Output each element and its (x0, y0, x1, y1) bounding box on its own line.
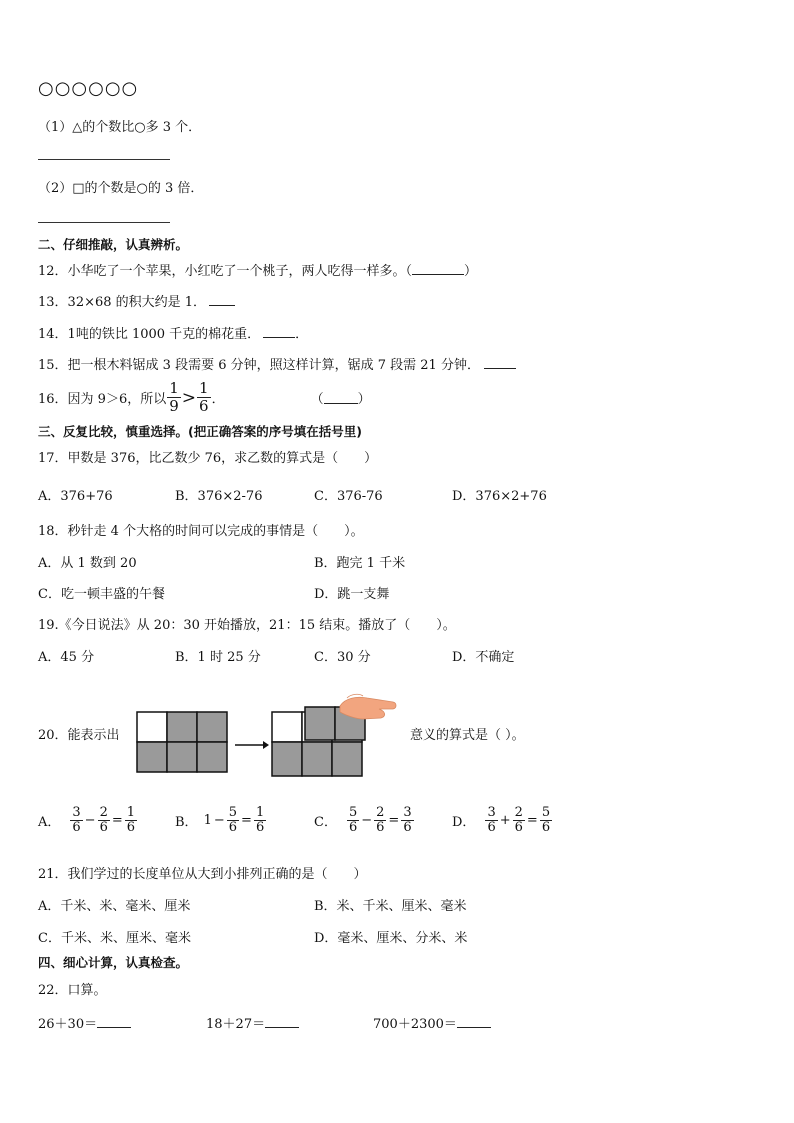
equals-sign: = (388, 813, 400, 828)
q22-item-3-blank[interactable] (457, 1015, 491, 1028)
q18-option-b[interactable]: B．跑完 1 千米 (314, 556, 406, 571)
q22-item-1 (38, 1013, 131, 1032)
q22-item-3 (373, 1013, 491, 1032)
sub-question-2: （2）□的个数是○的 3 倍． (38, 181, 204, 196)
q12-blank[interactable] (412, 262, 464, 275)
q20-b-frac-1 (227, 806, 239, 835)
frac-num: 1 (126, 805, 136, 820)
q21-option-c[interactable]: C．千米、米、厘米、毫米 (38, 931, 191, 946)
q19-option-a[interactable]: A．45 分 (38, 650, 95, 665)
frac-den: 6 (255, 820, 265, 835)
q22-item-1-blank[interactable] (97, 1015, 131, 1028)
frac-num: 2 (99, 805, 108, 820)
q22-item-2-text: 18＋27＝ (206, 1017, 266, 1032)
q22-item-1-text: 26＋30＝ (38, 1017, 98, 1032)
equals-sign: = (526, 813, 538, 828)
q16-blank[interactable] (324, 391, 358, 404)
q20-a-frac-3 (125, 806, 137, 835)
q12-text: 12．小华吃了一个苹果，小红吃了一个桃子，两人吃得一样多。（ (38, 264, 413, 279)
frac-num: 1 (255, 805, 265, 820)
q20-c-label: C． (314, 815, 337, 830)
q14-blank[interactable] (263, 325, 295, 338)
frac-den: 6 (72, 820, 81, 835)
frac-num: 5 (348, 805, 358, 820)
q16-text: 16．因为 9＞6，所以 (38, 392, 167, 407)
frac-num: 3 (403, 805, 412, 820)
minus-sign: − (361, 813, 373, 828)
q16-dot: ． (211, 392, 225, 407)
question-12 (38, 260, 477, 279)
q17-option-d[interactable]: D．376×2+76 (452, 489, 547, 504)
frac-den: 6 (403, 820, 412, 835)
q20-option-a[interactable] (38, 806, 138, 835)
q20-b-frac-2 (254, 806, 266, 835)
q13-text: 13．32×68 的积大约是 1． (38, 295, 207, 310)
section-2-heading: 二、仔细推敲，认真辨析。 (38, 237, 189, 252)
q20-c-frac-1 (347, 806, 359, 835)
q14-end: ． (295, 327, 309, 342)
frac-den: 6 (99, 820, 108, 835)
q16-f2-den: 6 (199, 397, 209, 415)
frac-num: 3 (487, 805, 496, 820)
q20-text-pre: 20．能表示出 (38, 728, 120, 743)
q20-option-c[interactable] (314, 806, 415, 835)
q14-text: 14．1吨的铁比 1000 千克的棉花重． (38, 327, 261, 342)
circles-row: ○○○○○○ (38, 78, 139, 99)
frac-den: 6 (541, 820, 551, 835)
q19-option-d[interactable]: D．不确定 (452, 650, 515, 665)
question-14 (38, 323, 308, 342)
q20-c-frac-3 (401, 806, 413, 835)
answer-line-1 (38, 159, 170, 160)
q20-text-post: 意义的算式是（ ）。 (410, 728, 525, 743)
q22-item-2 (206, 1013, 299, 1032)
q17-option-c[interactable]: C．376-76 (314, 489, 383, 504)
frac-den: 6 (228, 820, 238, 835)
hand-icon (340, 694, 396, 719)
q15-text: 15．把一根木料锯成 3 段需要 6 分钟，照这样计算，锯成 7 段需 21 分钟． (38, 358, 480, 373)
section-4-heading: 四、细心计算，认真检查。 (38, 955, 189, 970)
q20-figure (135, 692, 405, 782)
q20-option-d[interactable] (452, 806, 553, 835)
frac-den: 6 (376, 820, 385, 835)
q21-option-b[interactable]: B．米、千米、厘米、毫米 (314, 899, 467, 914)
q16-f1-num: 1 (169, 379, 179, 397)
question-13 (38, 291, 235, 310)
q18-option-d[interactable]: D．跳一支舞 (314, 587, 390, 602)
q19-option-b[interactable]: B．1 时 25 分 (175, 650, 261, 665)
q19-option-c[interactable]: C．30 分 (314, 650, 371, 665)
frac-den: 6 (348, 820, 358, 835)
answer-line-2 (38, 222, 170, 223)
q20-d-frac-1 (485, 806, 497, 835)
q20-a-frac-2 (98, 806, 110, 835)
q16-close: ） (357, 392, 371, 407)
frac-den: 6 (487, 820, 496, 835)
frac-den: 6 (126, 820, 136, 835)
q16-f1-den: 9 (169, 397, 179, 415)
frac-den: 6 (514, 820, 523, 835)
q20-c-frac-2 (374, 806, 386, 835)
q12-close: ） (464, 264, 478, 279)
q21-option-d[interactable]: D．毫米、厘米、分米、米 (314, 931, 468, 946)
question-16 (38, 380, 371, 415)
q18-option-a[interactable]: A．从 1 数到 20 (38, 556, 137, 571)
q20-option-b[interactable] (175, 806, 267, 835)
q20-d-frac-3 (540, 806, 552, 835)
question-19: 19.《今日说法》从 20：30 开始播放，21：15 结束。播放了（ ）。 (38, 618, 456, 633)
whole-number: 1 (203, 813, 212, 828)
frac-num: 5 (228, 805, 238, 820)
sub-question-1: （1）△的个数比○多 3 个． (38, 120, 202, 135)
equals-sign: = (111, 813, 123, 828)
arrow-right-icon (235, 741, 269, 749)
q20-d-frac-2 (513, 806, 525, 835)
q21-option-a[interactable]: A．千米、米、毫米、厘米 (38, 899, 191, 914)
q16-fraction-2 (197, 380, 211, 415)
frac-num: 2 (514, 805, 523, 820)
q20-grid-left (137, 712, 227, 772)
section-3-heading: 三、反复比较，慎重选择。(把正确答案的序号填在括号里) (38, 424, 362, 439)
equals-sign: = (241, 813, 252, 828)
q22-item-2-blank[interactable] (265, 1015, 299, 1028)
q17-option-a[interactable]: A．376+76 (38, 489, 113, 504)
question-17: 17．甲数是 376，比乙数少 76，求乙数的算式是（ ） (38, 451, 378, 466)
q20-a-frac-1 (70, 806, 82, 835)
q17-option-b[interactable]: B．376×2-76 (175, 489, 263, 504)
q20-d-label: D． (452, 815, 476, 830)
frac-num: 5 (541, 805, 551, 820)
question-21: 21．我们学过的长度单位从大到小排列正确的是（ ） (38, 867, 367, 882)
question-18: 18．秒针走 4 个大格的时间可以完成的事情是（ ）。 (38, 524, 364, 539)
minus-sign: − (213, 813, 225, 828)
q20-b-label: B． (175, 815, 198, 830)
q16-greater-than: > (181, 387, 197, 408)
q15-blank[interactable] (484, 356, 516, 369)
q16-f2-num: 1 (199, 379, 209, 397)
q18-option-c[interactable]: C．吃一顿丰盛的午餐 (38, 587, 165, 602)
frac-num: 2 (376, 805, 385, 820)
plus-sign: + (499, 813, 511, 828)
question-15 (38, 354, 516, 373)
q20-a-label: A． (38, 815, 61, 830)
q13-blank[interactable] (209, 293, 235, 306)
q16-fraction-1 (167, 380, 181, 415)
q22-item-3-text: 700＋2300＝ (373, 1017, 457, 1032)
q16-open: （ (310, 392, 324, 407)
minus-sign: − (84, 813, 96, 828)
frac-num: 3 (72, 805, 81, 820)
question-22: 22．口算。 (38, 983, 107, 998)
